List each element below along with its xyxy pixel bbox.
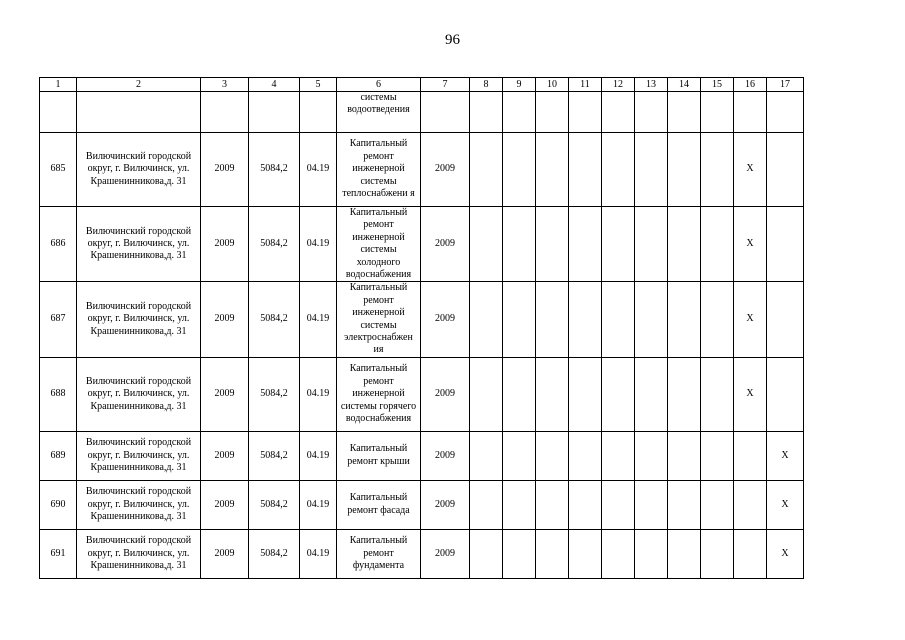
empty-cell: [470, 133, 503, 207]
page-number: 96: [445, 32, 460, 48]
done-year-cell: 2009: [421, 529, 470, 578]
column-number-row: [40, 78, 804, 92]
done-year-cell: 2009: [421, 431, 470, 480]
empty-cell: [536, 480, 569, 529]
empty-cell: [701, 357, 734, 431]
done-year-cell: 2009: [421, 357, 470, 431]
empty-cell: [668, 529, 701, 578]
area-cell: 5084,2: [249, 357, 300, 431]
work-type-cell: Капитальный ремонт фасада: [337, 480, 421, 529]
done-year-cell: 2009: [421, 133, 470, 207]
code-cell: 04.19: [300, 431, 337, 480]
empty-cell: [635, 207, 668, 282]
mark-cell-c16: Х: [734, 357, 767, 431]
empty-cell: [668, 431, 701, 480]
address-cell: Вилючинский городской округ, г. Вилючинск, ул. Крашенинникова,д. 31: [77, 431, 201, 480]
code-cell: 04.19: [300, 357, 337, 431]
empty-cell: [569, 480, 602, 529]
mark-cell-c17: [767, 207, 804, 282]
mark-cell-c17: Х: [767, 480, 804, 529]
column-number: 3: [201, 78, 249, 92]
empty-cell: [536, 133, 569, 207]
empty-cell: [602, 431, 635, 480]
empty-cell: [503, 133, 536, 207]
mark-cell-c17: [767, 357, 804, 431]
row-number-cell: 690: [40, 480, 77, 529]
empty-cell: [635, 431, 668, 480]
empty-cell: [503, 431, 536, 480]
empty-cell: [668, 133, 701, 207]
registry-table: [39, 77, 804, 579]
mark-cell-c16: [734, 480, 767, 529]
empty-cell: [503, 357, 536, 431]
row-number-cell: 686: [40, 207, 77, 282]
work-type-cell: Капитальный ремонт крыши: [337, 431, 421, 480]
empty-cell: [701, 480, 734, 529]
empty-cell: [470, 357, 503, 431]
area-cell: 5084,2: [249, 480, 300, 529]
year-cell: 2009: [201, 133, 249, 207]
empty-cell: [536, 431, 569, 480]
row-number-cell: 688: [40, 357, 77, 431]
table-row: [40, 480, 804, 529]
year-cell: 2009: [201, 529, 249, 578]
empty-cell: [569, 133, 602, 207]
empty-cell: [503, 282, 536, 357]
column-number: 7: [421, 78, 470, 92]
table-row: [40, 207, 804, 282]
code-cell: 04.19: [300, 282, 337, 357]
work-type-cell: Капитальный ремонт инженерной системы теплоснабжени я: [337, 133, 421, 207]
column-number: 13: [635, 78, 668, 92]
table-row: [40, 282, 804, 357]
empty-cell: [470, 480, 503, 529]
table-row: [40, 357, 804, 431]
address-cell: Вилючинский городской округ, г. Вилючинск, ул. Крашенинникова,д. 31: [77, 480, 201, 529]
mark-cell-c17: Х: [767, 529, 804, 578]
row-number-cell: 685: [40, 133, 77, 207]
area-cell: 5084,2: [249, 133, 300, 207]
column-number: 1: [40, 78, 77, 92]
empty-cell: [536, 357, 569, 431]
done-year-cell: 2009: [421, 282, 470, 357]
mark-cell-c17: Х: [767, 431, 804, 480]
year-cell: 2009: [201, 480, 249, 529]
work-type-cell: Капитальный ремонт инженерной системы электроснабжен ия: [337, 282, 421, 357]
table-body: [40, 78, 804, 579]
work-type-cell: Капитальный ремонт инженерной системы горячего водоснабжения: [337, 357, 421, 431]
empty-cell: [503, 480, 536, 529]
work-type-cell: Капитальный ремонт инженерной системы холодного водоснабжения: [337, 207, 421, 282]
mark-cell-c16: [734, 529, 767, 578]
column-number: 15: [701, 78, 734, 92]
mark-cell-c16: [734, 431, 767, 480]
column-number: 12: [602, 78, 635, 92]
area-cell: 5084,2: [249, 431, 300, 480]
empty-cell: [536, 207, 569, 282]
row-number-cell: 691: [40, 529, 77, 578]
code-cell: 04.19: [300, 529, 337, 578]
code-cell: 04.19: [300, 133, 337, 207]
empty-cell: [602, 529, 635, 578]
empty-cell: [602, 282, 635, 357]
empty-cell: [701, 431, 734, 480]
column-number: 5: [300, 78, 337, 92]
column-number: 2: [77, 78, 201, 92]
empty-cell: [635, 282, 668, 357]
column-number: 4: [249, 78, 300, 92]
column-number: 6: [337, 78, 421, 92]
empty-cell: [569, 431, 602, 480]
address-cell: Вилючинский городской округ, г. Вилючинск, ул. Крашенинникова,д. 31: [77, 133, 201, 207]
empty-cell: [668, 207, 701, 282]
address-cell: Вилючинский городской округ, г. Вилючинск, ул. Крашенинникова,д. 31: [77, 529, 201, 578]
area-cell: 5084,2: [249, 529, 300, 578]
empty-cell: [668, 357, 701, 431]
mark-cell-c16: Х: [734, 207, 767, 282]
empty-cell: [635, 480, 668, 529]
empty-cell: [701, 207, 734, 282]
area-cell: 5084,2: [249, 282, 300, 357]
empty-cell: [635, 357, 668, 431]
code-cell: 04.19: [300, 480, 337, 529]
empty-cell: [569, 282, 602, 357]
empty-cell: [470, 529, 503, 578]
mark-cell-c17: [767, 282, 804, 357]
column-number: 14: [668, 78, 701, 92]
year-cell: 2009: [201, 357, 249, 431]
empty-cell: [569, 529, 602, 578]
empty-cell: [602, 133, 635, 207]
empty-cell: [470, 282, 503, 357]
area-cell: 5084,2: [249, 207, 300, 282]
row-number-cell: 687: [40, 282, 77, 357]
empty-cell: [536, 282, 569, 357]
continuation-row: [40, 92, 804, 133]
mark-cell-c16: Х: [734, 133, 767, 207]
empty-cell: [503, 529, 536, 578]
empty-cell: [701, 282, 734, 357]
year-cell: 2009: [201, 431, 249, 480]
table-row: [40, 133, 804, 207]
empty-cell: [470, 431, 503, 480]
done-year-cell: 2009: [421, 480, 470, 529]
empty-cell: [635, 529, 668, 578]
continuation-work-cell: системы водоотведения: [337, 92, 421, 133]
column-number: 8: [470, 78, 503, 92]
address-cell: Вилючинский городской округ, г. Вилючинск, ул. Крашенинникова,д. 31: [77, 357, 201, 431]
empty-cell: [701, 529, 734, 578]
empty-cell: [602, 357, 635, 431]
address-cell: Вилючинский городской округ, г. Вилючинск, ул. Крашенинникова,д. 31: [77, 207, 201, 282]
empty-cell: [569, 207, 602, 282]
empty-cell: [668, 282, 701, 357]
code-cell: 04.19: [300, 207, 337, 282]
address-cell: Вилючинский городской округ, г. Вилючинск, ул. Крашенинникова,д. 31: [77, 282, 201, 357]
column-number: 17: [767, 78, 804, 92]
mark-cell-c17: [767, 133, 804, 207]
mark-cell-c16: Х: [734, 282, 767, 357]
column-number: 11: [569, 78, 602, 92]
column-number: 16: [734, 78, 767, 92]
year-cell: 2009: [201, 207, 249, 282]
empty-cell: [602, 207, 635, 282]
year-cell: 2009: [201, 282, 249, 357]
column-number: 9: [503, 78, 536, 92]
empty-cell: [536, 529, 569, 578]
empty-cell: [668, 480, 701, 529]
empty-cell: [470, 207, 503, 282]
table-row: [40, 529, 804, 578]
empty-cell: [602, 480, 635, 529]
done-year-cell: 2009: [421, 207, 470, 282]
row-number-cell: 689: [40, 431, 77, 480]
empty-cell: [701, 133, 734, 207]
empty-cell: [503, 207, 536, 282]
empty-cell: [569, 357, 602, 431]
work-type-cell: Капитальный ремонт фундамента: [337, 529, 421, 578]
table-row: [40, 431, 804, 480]
column-number: 10: [536, 78, 569, 92]
empty-cell: [635, 133, 668, 207]
